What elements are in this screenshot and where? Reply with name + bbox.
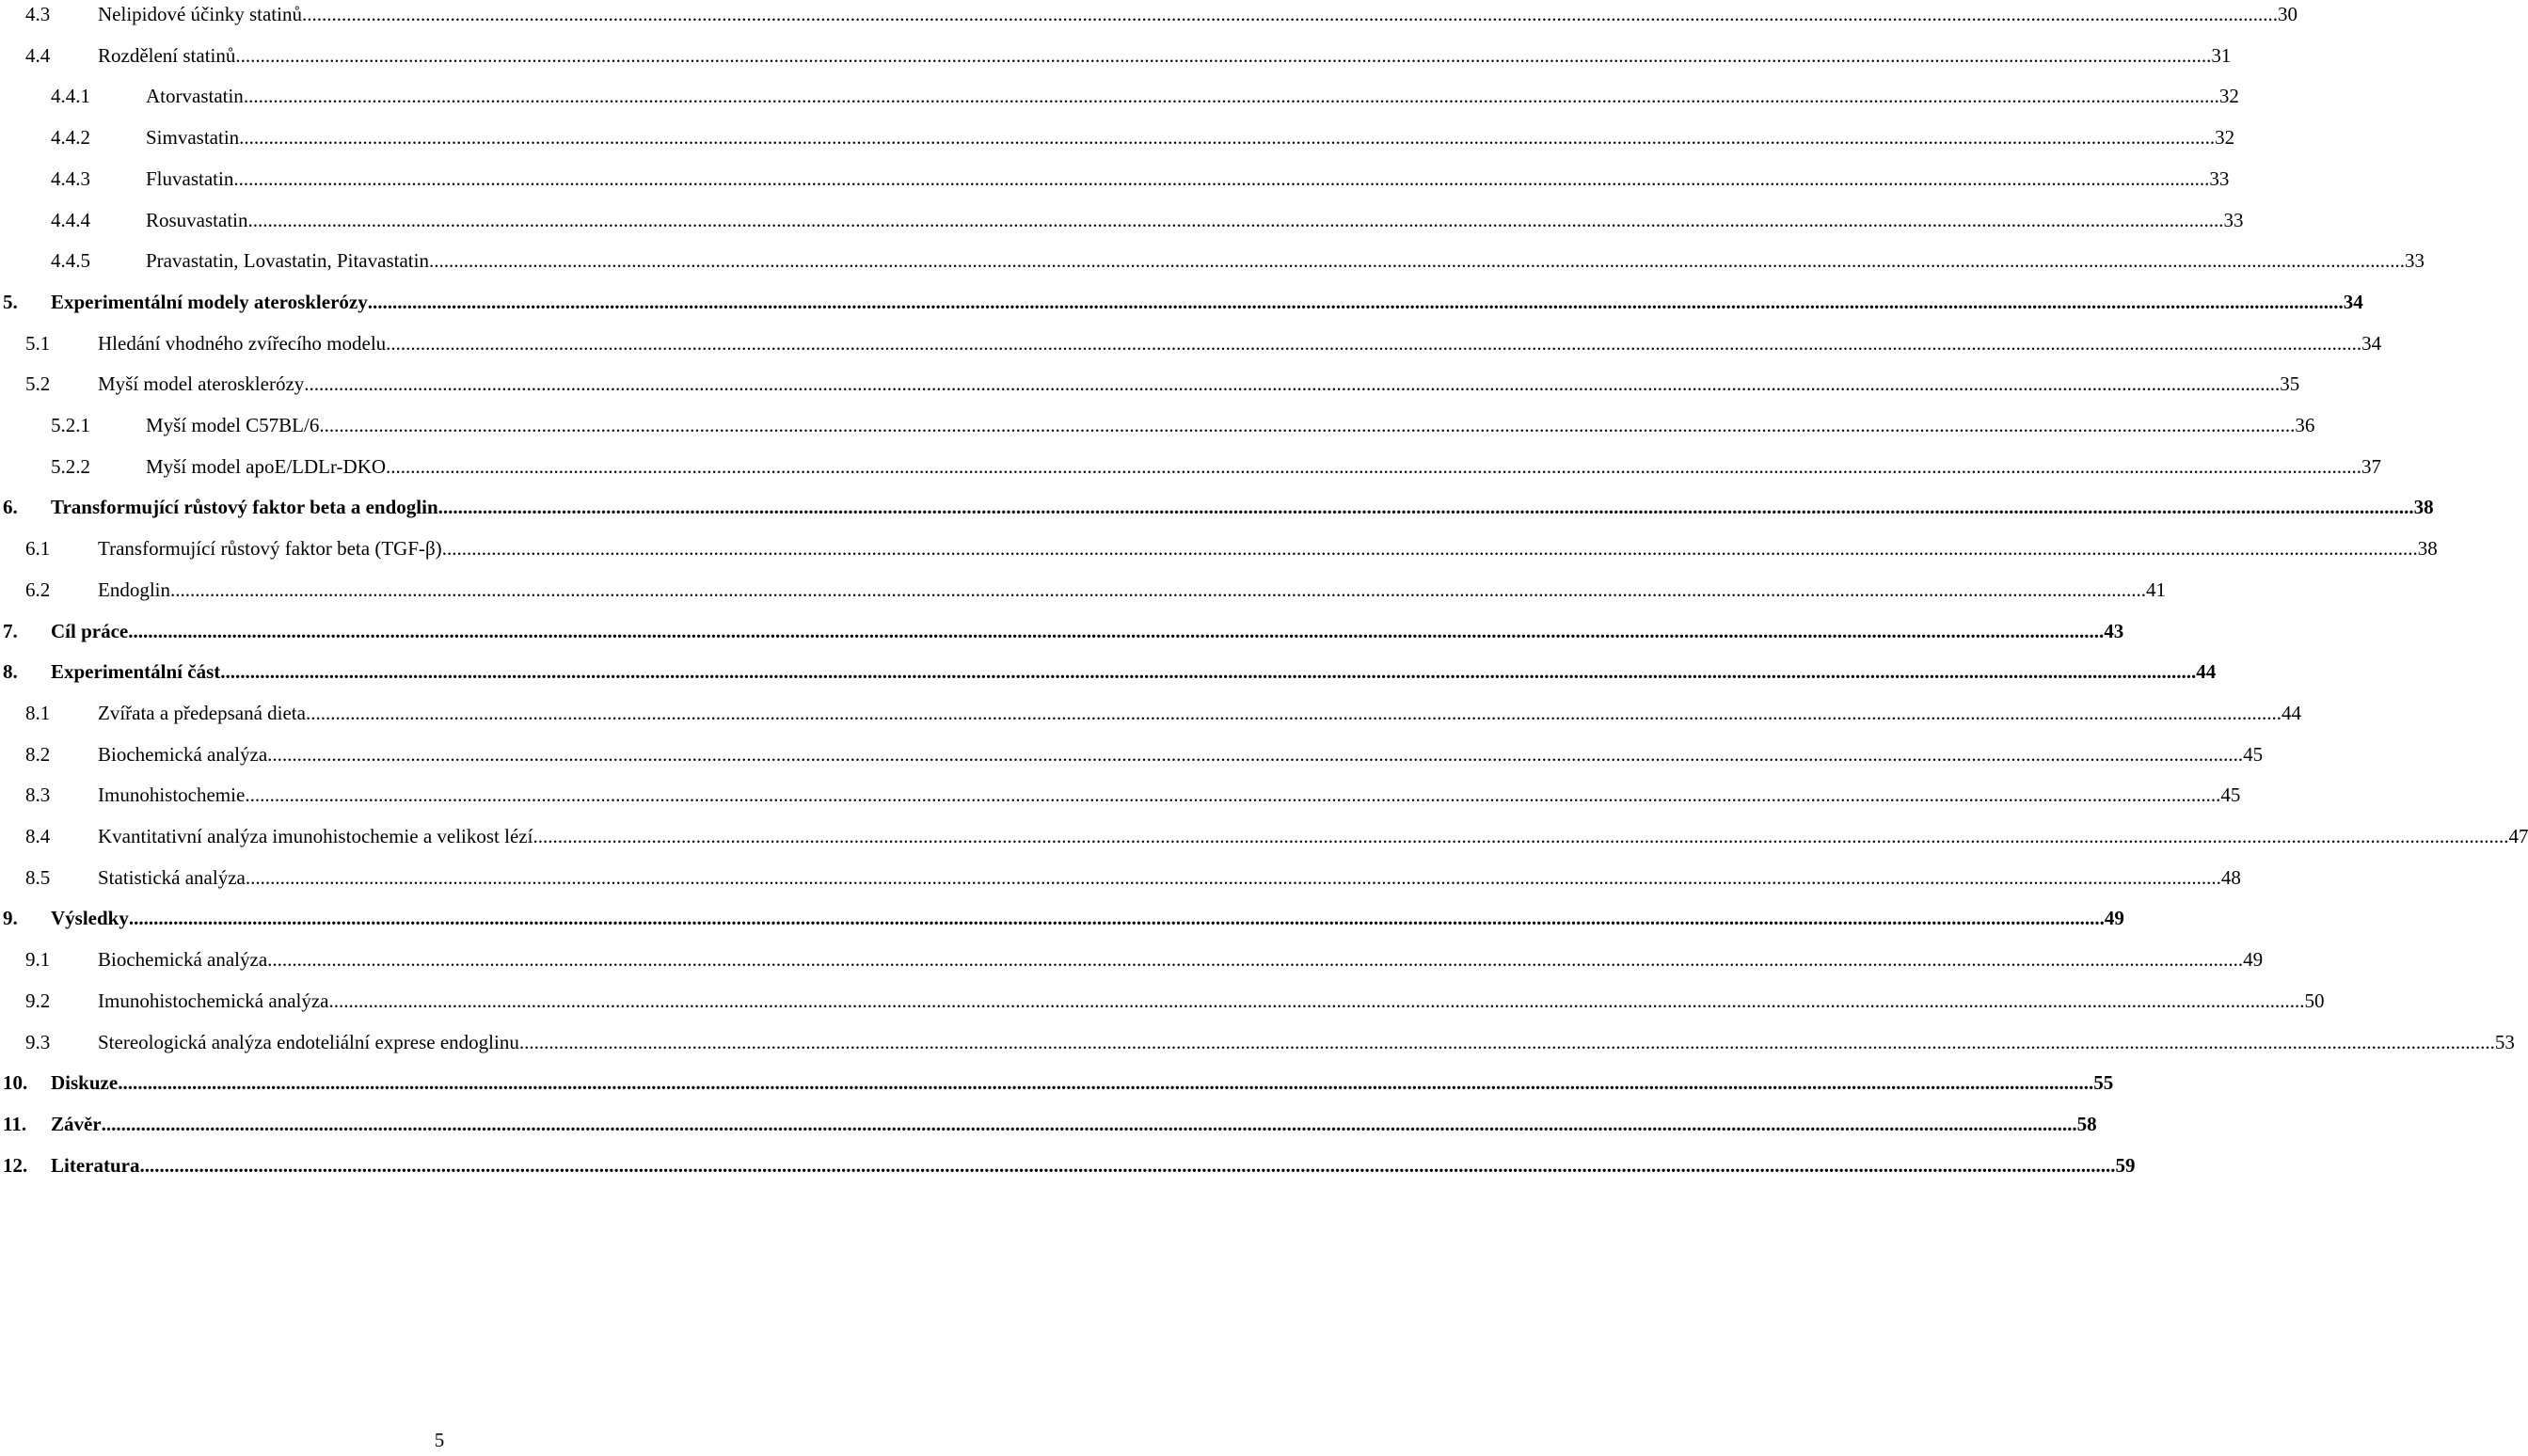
toc-entry-number: 9. bbox=[3, 907, 18, 930]
toc-entry-title: Rosuvastatin bbox=[146, 208, 248, 231]
toc-entry-title: Statistická analýza bbox=[98, 865, 246, 889]
toc-entry-number: 12. bbox=[3, 1153, 28, 1177]
toc-entry-page: 33 bbox=[2404, 249, 2425, 273]
toc-entry[interactable] bbox=[0, 327, 2382, 359]
toc-entry-number: 11. bbox=[3, 1112, 27, 1135]
toc-dot-leader: ................................................................................................................................................................................................................................................................................................................................................................................................................ bbox=[301, 3, 2278, 25]
toc-dot-leader: ................................................................................................................................................................................................................................................................................................................................................................................................................ bbox=[118, 1071, 2094, 1095]
toc-entry[interactable] bbox=[0, 40, 2232, 71]
toc-dot-leader: ................................................................................................................................................................................................................................................................................................................................................................................................................ bbox=[518, 1030, 2495, 1053]
toc-dot-leader: ................................................................................................................................................................................................................................................................................................................................................................................................................ bbox=[235, 43, 2212, 67]
toc-entry[interactable] bbox=[0, 80, 2239, 112]
toc-dot-leader: ................................................................................................................................................................................................................................................................................................................................................................................................................ bbox=[304, 372, 2281, 396]
toc-entry-title: Biochemická analýza bbox=[98, 742, 268, 766]
toc-entry[interactable] bbox=[0, 451, 2382, 483]
toc-entry-number: 9.2 bbox=[25, 989, 51, 1012]
toc-entry[interactable] bbox=[0, 902, 2124, 934]
toc-entry[interactable] bbox=[0, 574, 2166, 606]
toc-entry-number: 4.4.4 bbox=[51, 208, 90, 231]
toc-entry-page: 47 bbox=[2508, 825, 2528, 847]
toc-entry[interactable] bbox=[0, 163, 2230, 195]
toc-entry-number: 10. bbox=[3, 1071, 28, 1095]
toc-entry-title: Literatura bbox=[51, 1153, 140, 1177]
toc-entry-number: 5.1 bbox=[25, 331, 51, 355]
toc-entry[interactable] bbox=[0, 1067, 2114, 1099]
toc-entry-page: 50 bbox=[2304, 989, 2325, 1012]
toc-entry[interactable] bbox=[0, 245, 2425, 277]
toc-entry-number: 4.3 bbox=[25, 3, 51, 25]
toc-entry-page: 53 bbox=[2494, 1030, 2515, 1053]
toc-entry-number: 6.1 bbox=[25, 537, 51, 561]
toc-entry-title: Stereologická analýza endoteliální exprese endoglinu bbox=[98, 1030, 519, 1053]
toc-entry-title: Kvantitativní analýza imunohistochemie a velikost lézí bbox=[98, 825, 533, 847]
toc-entry-page: 49 bbox=[2104, 907, 2124, 930]
toc-entry-title: Transformující růstový faktor beta a endoglin bbox=[51, 496, 438, 519]
toc-dot-leader: ................................................................................................................................................................................................................................................................................................................................................................................................................ bbox=[305, 701, 2282, 724]
toc-entry-title: Transformující růstový faktor beta (TGF-β) bbox=[98, 537, 442, 561]
toc-entry-number: 8.1 bbox=[25, 701, 51, 724]
toc-entry[interactable] bbox=[0, 943, 2264, 975]
toc-entry-number: 5.2.2 bbox=[51, 454, 90, 478]
toc-dot-leader: ................................................................................................................................................................................................................................................................................................................................................................................................................ bbox=[328, 989, 2305, 1012]
toc-entry-number: 8.4 bbox=[25, 825, 51, 847]
toc-entry[interactable] bbox=[0, 862, 2241, 894]
toc-entry-number: 4.4.2 bbox=[51, 126, 90, 150]
toc-entry-page: 58 bbox=[2076, 1112, 2097, 1135]
toc-entry-title: Výsledky bbox=[51, 907, 129, 930]
toc-entry-title: Pravastatin, Lovastatin, Pitavastatin bbox=[146, 249, 429, 273]
toc-entry-number: 8.5 bbox=[25, 865, 51, 889]
toc-entry-number: 4.4.5 bbox=[51, 249, 90, 273]
toc-entry-number: 6. bbox=[3, 496, 18, 519]
toc-entry-title: Nelipidové účinky statinů bbox=[98, 3, 302, 25]
toc-entry-title: Biochemická analýza bbox=[98, 948, 268, 972]
toc-entry-title: Fluvastatin bbox=[146, 166, 234, 190]
toc-entry-page: 45 bbox=[2220, 783, 2241, 807]
toc-entry-page: 38 bbox=[2413, 496, 2434, 519]
toc-entry-page: 32 bbox=[2215, 126, 2235, 150]
page-number: 5 bbox=[434, 1429, 445, 1451]
toc-entry[interactable] bbox=[0, 1108, 2097, 1140]
toc-entry[interactable] bbox=[0, 820, 2528, 852]
toc-dot-leader: ................................................................................................................................................................................................................................................................................................................................................................................................................ bbox=[533, 825, 2509, 847]
toc-entry-title: Experimentální část bbox=[51, 660, 221, 684]
toc-entry-number: 5.2 bbox=[25, 372, 51, 396]
toc-entry-page: 34 bbox=[2361, 331, 2382, 355]
toc-dot-leader: ................................................................................................................................................................................................................................................................................................................................................................................................................ bbox=[367, 290, 2344, 313]
toc-entry[interactable] bbox=[0, 697, 2301, 729]
toc-dot-leader: ................................................................................................................................................................................................................................................................................................................................................................................................................ bbox=[170, 578, 2146, 601]
toc-entry-number: 8. bbox=[3, 660, 18, 684]
toc-entry-number: 5. bbox=[3, 290, 18, 313]
toc-dot-leader: ................................................................................................................................................................................................................................................................................................................................................................................................................ bbox=[247, 208, 2224, 231]
toc-entry-title: Rozdělení statinů bbox=[98, 43, 236, 67]
toc-entry-page: 37 bbox=[2361, 454, 2382, 478]
toc-dot-leader: ................................................................................................................................................................................................................................................................................................................................................................................................................ bbox=[428, 249, 2405, 273]
toc-entry-title: Myší model apoE/LDLr-DKO bbox=[146, 454, 387, 478]
toc-dot-leader: ................................................................................................................................................................................................................................................................................................................................................................................................................ bbox=[139, 1153, 2116, 1177]
toc-dot-leader: ................................................................................................................................................................................................................................................................................................................................................................................................................ bbox=[220, 660, 2197, 684]
toc-entry-page: 55 bbox=[2093, 1071, 2114, 1095]
toc-dot-leader: ................................................................................................................................................................................................................................................................................................................................................................................................................ bbox=[101, 1112, 2077, 1135]
toc-entry-page: 30 bbox=[2277, 3, 2297, 25]
toc-entry-title: Hledání vhodného zvířecího modelu bbox=[98, 331, 387, 355]
toc-entry-page: 36 bbox=[2295, 414, 2315, 436]
toc-entry-title: Imunohistochemická analýza bbox=[98, 989, 329, 1012]
toc-entry-number: 8.3 bbox=[25, 783, 51, 807]
toc-entry[interactable] bbox=[0, 532, 2438, 564]
toc-dot-leader: ................................................................................................................................................................................................................................................................................................................................................................................................................ bbox=[437, 496, 2414, 519]
toc-dot-leader: ................................................................................................................................................................................................................................................................................................................................................................................................................ bbox=[239, 126, 2216, 150]
toc-entry-title: Endoglin bbox=[98, 578, 170, 601]
toc-dot-leader: ................................................................................................................................................................................................................................................................................................................................................................................................................ bbox=[319, 414, 2296, 436]
toc-entry-page: 34 bbox=[2343, 290, 2363, 313]
toc-dot-leader: ................................................................................................................................................................................................................................................................................................................................................................................................................ bbox=[386, 331, 2362, 355]
toc-dot-leader: ................................................................................................................................................................................................................................................................................................................................................................................................................ bbox=[267, 742, 2244, 766]
toc-entry[interactable] bbox=[0, 0, 2297, 30]
toc-entry-title: Závěr bbox=[51, 1112, 102, 1135]
toc-entry-title: Myší model C57BL/6 bbox=[146, 414, 320, 436]
toc-entry-page: 35 bbox=[2280, 372, 2300, 396]
toc-dot-leader: ................................................................................................................................................................................................................................................................................................................................................................................................................ bbox=[267, 948, 2244, 972]
toc-entry[interactable] bbox=[0, 615, 2124, 647]
toc-entry-page: 44 bbox=[2196, 660, 2217, 684]
toc-entry[interactable] bbox=[0, 985, 2325, 1017]
toc-entry-page: 49 bbox=[2243, 948, 2264, 972]
toc-entry-number: 5.2.1 bbox=[51, 414, 90, 436]
toc-entry[interactable] bbox=[0, 1026, 2515, 1058]
toc-entry-number: 8.2 bbox=[25, 742, 51, 766]
toc-entry-page: 33 bbox=[2223, 208, 2244, 231]
toc-dot-leader: ................................................................................................................................................................................................................................................................................................................................................................................................................ bbox=[233, 166, 2210, 190]
toc-dot-leader: ................................................................................................................................................................................................................................................................................................................................................................................................................ bbox=[128, 619, 2105, 642]
toc-entry[interactable] bbox=[0, 204, 2244, 236]
toc-entry-title: Experimentální modely aterosklerózy bbox=[51, 290, 368, 313]
toc-entry-title: Zvířata a předepsaná dieta bbox=[98, 701, 306, 724]
toc-entry[interactable] bbox=[0, 491, 2434, 523]
toc-entry-number: 4.4 bbox=[25, 43, 51, 67]
toc-entry[interactable] bbox=[0, 368, 2300, 400]
toc-dot-leader: ................................................................................................................................................................................................................................................................................................................................................................................................................ bbox=[245, 783, 2221, 807]
toc-dot-leader: ................................................................................................................................................................................................................................................................................................................................................................................................................ bbox=[441, 537, 2418, 561]
toc-entry[interactable] bbox=[0, 121, 2235, 153]
toc-entry-title: Simvastatin bbox=[146, 126, 240, 150]
toc-entry-page: 43 bbox=[2104, 619, 2124, 642]
toc-dot-leader: ................................................................................................................................................................................................................................................................................................................................................................................................................ bbox=[386, 454, 2362, 478]
toc-entry-title: Diskuze bbox=[51, 1071, 119, 1095]
toc-entry-page: 59 bbox=[2115, 1153, 2136, 1177]
toc-entry-page: 48 bbox=[2220, 865, 2241, 889]
toc-entry[interactable] bbox=[0, 738, 2264, 770]
toc-entry-page: 32 bbox=[2218, 85, 2239, 108]
toc-entry-number: 9.1 bbox=[25, 948, 51, 972]
toc-entry-number: 9.3 bbox=[25, 1030, 51, 1053]
toc-entry-page: 44 bbox=[2281, 701, 2301, 724]
toc-entry[interactable] bbox=[0, 656, 2217, 688]
toc-entry-number: 4.4.1 bbox=[51, 85, 90, 108]
toc-entry-title: Myší model aterosklerózy bbox=[98, 372, 305, 396]
toc-entry-number: 7. bbox=[3, 619, 18, 642]
toc-entry[interactable] bbox=[0, 779, 2241, 811]
toc-entry-number: 6.2 bbox=[25, 578, 51, 601]
toc-dot-leader: ................................................................................................................................................................................................................................................................................................................................................................................................................ bbox=[245, 865, 2221, 889]
toc-entry-page: 45 bbox=[2243, 742, 2264, 766]
toc-entry[interactable] bbox=[0, 1149, 2136, 1181]
toc-dot-leader: ................................................................................................................................................................................................................................................................................................................................................................................................................ bbox=[243, 85, 2219, 108]
toc-entry-page: 33 bbox=[2209, 166, 2230, 190]
toc-entry-title: Atorvastatin bbox=[146, 85, 244, 108]
toc-entry[interactable] bbox=[0, 286, 2363, 318]
toc-entry-page: 38 bbox=[2417, 537, 2438, 561]
toc-entry-number: 4.4.3 bbox=[51, 166, 90, 190]
toc-entry-title: Cíl práce bbox=[51, 619, 129, 642]
toc-entry-page: 41 bbox=[2146, 578, 2166, 601]
toc-entry-page: 31 bbox=[2211, 43, 2232, 67]
toc-entry[interactable] bbox=[0, 409, 2315, 441]
toc-entry-title: Imunohistochemie bbox=[98, 783, 246, 807]
toc-dot-leader: ................................................................................................................................................................................................................................................................................................................................................................................................................ bbox=[128, 907, 2105, 930]
